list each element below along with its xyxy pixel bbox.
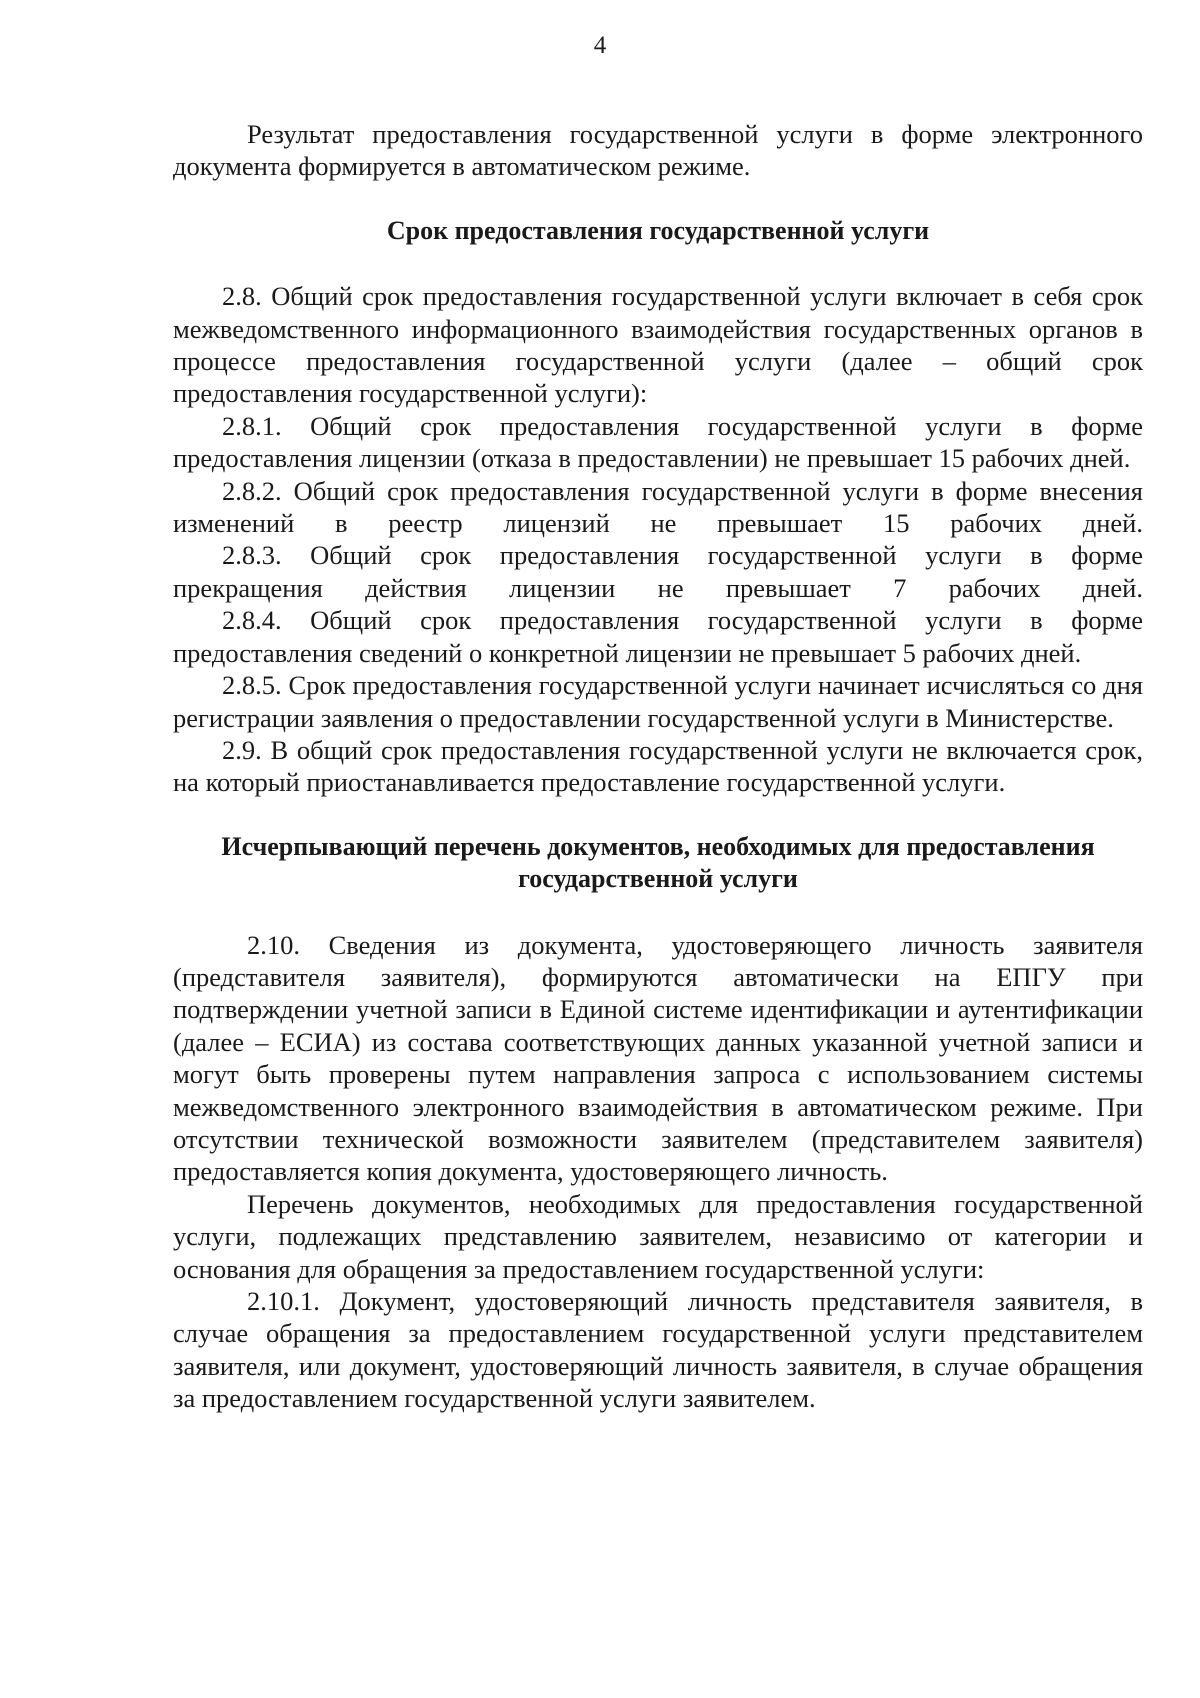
paragraph-2-8: 2.8. Общий срок предоставления государственной услуги включает в себя срок межведомственного информационного взаимодействия государственных органов в процессе предоставления государственной услуги (далее – общий срок предоставления государственной услуги): xyxy=(173,281,1143,409)
section-heading-docs-line1: Исчерпывающий перечень документов, необходимых для предоставления xyxy=(221,831,1095,861)
paragraph-2-10: 2.10. Сведения из документа, удостоверяющего личность заявителя (представителя заявителя), формируются автоматически на ЕПГУ при подтверждении учетной записи в Единой системе идентификации и аутентификации (далее – ЕСИА) из состава соответствующих данных указанной учетной записи и могут быть проверены путем направления запроса с использованием системы межведомственного электронного взаимодействия в автоматическом режиме. При отсутствии технической возможности заявителем (представителем заявителя) предоставляется копия документа, удостоверяющего личность. xyxy=(173,929,1143,1187)
spacer xyxy=(173,183,1143,215)
paragraph-2-10-1: 2.10.1. Документ, удостоверяющий личность представителя заявителя, в случае обращения за предоставлением государственной услуги представителем заявителя, или документ, удостоверяющий личность заявителя, в случае обращения за предоставлением государственной услуги заявителем. xyxy=(173,1286,1143,1414)
paragraph-list-intro: Перечень документов, необходимых для предоставления государственной услуги, подлежащих представлению заявителем, независимо от категории и основания для обращения за предоставлением государственной услуги: xyxy=(173,1188,1143,1284)
spacer xyxy=(173,799,1143,831)
document-body xyxy=(173,118,1143,1415)
paragraph-2-8-2: 2.8.2. Общий срок предоставления государственной услуги в форме внесения изменений в реестр лицензий не превышает 15 рабочих дней. xyxy=(173,475,1143,539)
paragraph-2-8-3: 2.8.3. Общий срок предоставления государственной услуги в форме прекращения действия лицензии не превышает 7 рабочих дней. xyxy=(173,540,1143,603)
page-number: 4 xyxy=(593,32,607,59)
paragraph-2-8-1: 2.8.1. Общий срок предоставления государственной услуги в форме предоставления лицензии (отказа в предоставлении) не превышает 15 рабочих дней. xyxy=(173,410,1143,474)
spacer xyxy=(173,896,1143,929)
paragraph-2-8-4: 2.8.4. Общий срок предоставления государственной услуги в форме предоставления сведений о конкретной лицензии не превышает 5 рабочих дней. xyxy=(173,605,1143,668)
paragraph-2-8-5: 2.8.5. Срок предоставления государственной услуги начинает исчисляться со дня регистрации заявления о предоставлении государственной услуги в Министерстве. xyxy=(173,670,1143,733)
paragraph-2-9: 2.9. В общий срок предоставления государственной услуги не включается срок, на который приостанавливается предоставление государственной услуги. xyxy=(173,734,1143,798)
spacer xyxy=(173,247,1143,280)
paragraph-result: Результат предоставления государственной услуги в форме электронного документа формируется в автоматическом режиме. xyxy=(173,119,1143,182)
section-heading-docs-line2: государственной услуги xyxy=(518,864,798,894)
section-heading-term: Срок предоставления государственной услуги xyxy=(386,215,930,245)
